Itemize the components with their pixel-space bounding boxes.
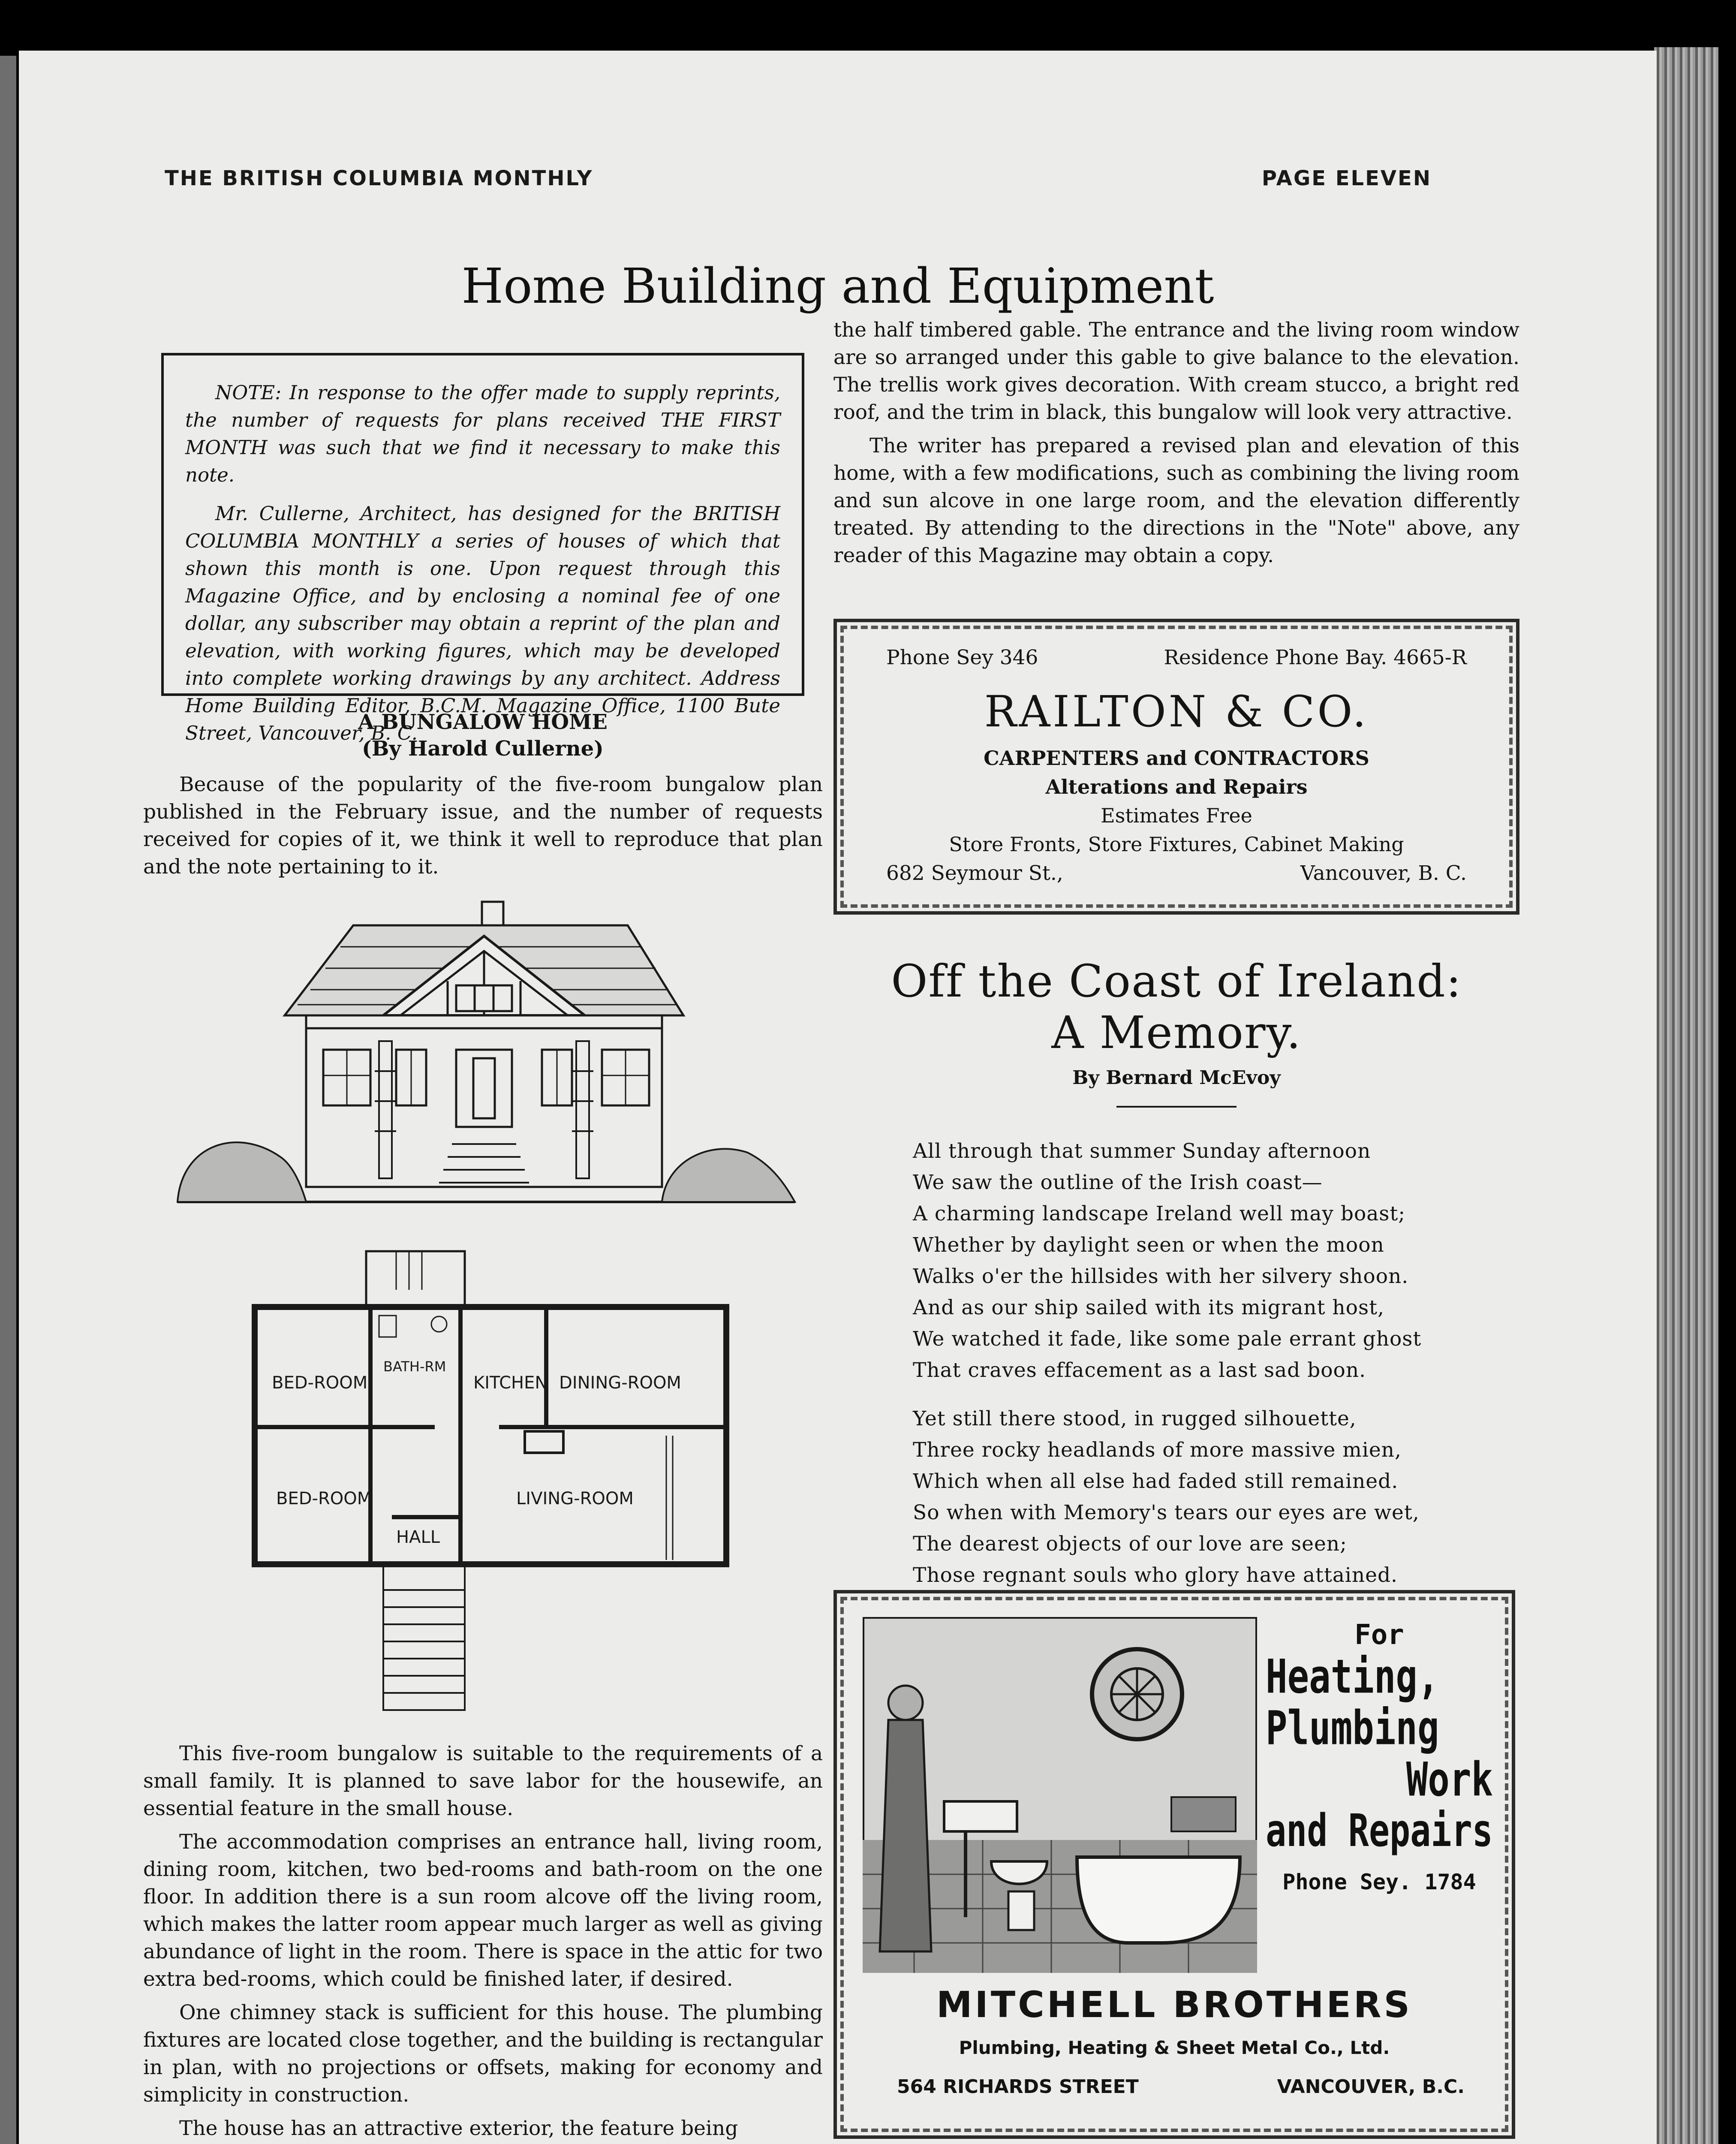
poem-line: That craves effacement as a last sad boon. [913, 1358, 1366, 1382]
article-body-right [833, 316, 1519, 569]
page-edges [1654, 47, 1718, 2144]
plan-label-hall: HALL [396, 1527, 440, 1547]
mitchell-slogan [1266, 1619, 1493, 1894]
mitchell-street: 564 RICHARDS STREET [897, 2076, 1139, 2098]
poem-line: Whether by daylight seen or when the moon [913, 1233, 1384, 1257]
railton-line-1: CARPENTERS and CONTRACTORS [984, 747, 1369, 770]
bathroom-illustration [863, 1617, 1257, 1973]
mitchell-company: Plumbing, Heating & Sheet Metal Co., Ltd. [959, 2037, 1390, 2058]
plan-label-bath-room: BATH-RM [383, 1358, 446, 1375]
poem-byline: By Bernard McEvoy [1072, 1067, 1281, 1089]
poem-divider [1116, 1106, 1237, 1108]
article-paragraph: The accommodation comprises an entrance hall, living room, dining room, kitchen, two bed-rooms and bath-room on the one floor. In addition there is a sun room alcove off the living room, which makes the latter room appear much larger as well as giving abundance of light in the room. There is space in the attic for two extra bed-rooms, which could be finished later, if desired. [143, 1830, 823, 1991]
mitchell-heating: Heating, [1266, 1649, 1439, 1704]
running-head-left: THE BRITISH COLUMBIA MONTHLY [165, 166, 593, 190]
poem-line: Yet still there stood, in rugged silhouette, [913, 1407, 1357, 1430]
article-intro-block [143, 771, 823, 881]
poem-title-line-2: A Memory. [1051, 1006, 1302, 1059]
railton-line-3: Estimates Free [1101, 804, 1252, 827]
magazine-page [19, 51, 1657, 2144]
poem-heading [833, 955, 1519, 1108]
poem-body [913, 1135, 1421, 1591]
note-paragraph: Mr. Cullerne, Architect, has designed for the BRITISH COLUMBIA MONTHLY a series of houses of which that shown this month is one. Upon request through this Magazine Office, and by enclosing a nominal fee of one dollar, any subscriber may obtain a reprint of the plan and elevation, with working figures, which may be developed into complete working drawings by any architect. Address Home Building Editor, B.C.M. Magazine Office, 1100 Bute Street, Vancouver, B. C. [185, 502, 780, 744]
mitchell-city: VANCOUVER, B.C. [1277, 2076, 1465, 2098]
article-heading: A BUNGALOW HOME [358, 710, 608, 734]
article-paragraph: This five-room bungalow is suitable to the requirements of a small family. It is planned to save labor for the housewife, an essential feature in the small house. [143, 1742, 823, 1820]
poem-stanza-2 [913, 1403, 1421, 1591]
article-paragraph: the half timbered gable. The entrance and the living room window are so arranged under this gable to give balance to the elevation. The trellis work gives decoration. With cream stucco, a bright red roof, and the trim in black, this bungalow will look very attractive. [833, 318, 1519, 424]
note-paragraph: NOTE: In response to the offer made to supply reprints, the number of requests for plans received THE FIRST MONTH was such that we find it necessary to make this note. [185, 381, 780, 486]
poem-line: And as our ship sailed with its migrant host, [913, 1296, 1384, 1319]
railton-ad [833, 619, 1519, 915]
poem-stanza-1 [913, 1135, 1421, 1386]
railton-name: RAILTON & CO. [984, 687, 1369, 737]
poem-line: So when with Memory's tears our eyes are wet, [913, 1501, 1420, 1524]
poem-line: We saw the outline of the Irish coast— [913, 1171, 1323, 1194]
poem-line: Those regnant souls who glory have attained. [913, 1563, 1398, 1587]
poem-line: All through that summer Sunday afternoon [913, 1139, 1371, 1163]
poem-line: We watched it fade, like some pale errant ghost [913, 1327, 1422, 1351]
bungalow-floor-plan [220, 1243, 778, 1731]
article-paragraph: The writer has prepared a revised plan and elevation of this home, with a few modifications, such as combining the living room and sun alcove in one large room, and the elevation differently treated. By attending to the directions in the "Note" above, any reader of this Magazine may obtain a copy. [833, 434, 1519, 567]
mitchell-plumbing: Plumbing [1266, 1701, 1439, 1756]
poem-title-line-1: Off the Coast of Ireland: [891, 955, 1462, 1007]
mitchell-repairs: and Repairs [1266, 1804, 1493, 1857]
poem-line: Which when all else had faded still remained. [913, 1469, 1399, 1493]
poem-line: Walks o'er the hillsides with her silvery shoon. [913, 1265, 1409, 1288]
book-spine [0, 56, 16, 2144]
mitchell-phone: Phone Sey. 1784 [1282, 1870, 1476, 1894]
poem-line: A charming landscape Ireland well may boast; [913, 1202, 1406, 1226]
railton-phone: Phone Sey 346 [886, 646, 1038, 669]
article-heading-block [161, 709, 804, 762]
plan-label-living-room: LIVING-ROOM [516, 1489, 634, 1509]
poem-line: The dearest objects of our love are seen; [913, 1532, 1347, 1556]
bungalow-elevation-drawing [152, 887, 821, 1247]
article-body-left [143, 1740, 823, 2142]
railton-line-2: Alterations and Repairs [1045, 775, 1308, 798]
railton-residence-phone: Residence Phone Bay. 4665-R [1164, 646, 1467, 669]
plan-label-bed-room-2: BED-ROOM [276, 1489, 372, 1509]
poem-line: Three rocky headlands of more massive mien, [913, 1438, 1402, 1462]
page-title: Home Building and Equipment [461, 259, 1214, 314]
mitchell-for: For [1354, 1619, 1404, 1651]
article-paragraph: One chimney stack is sufficient for this house. The plumbing fixtures are located close together, and the building is rectangular in plan, with no projections or offsets, making for economy and simplicity in construction. [143, 2001, 823, 2107]
article-intro: Because of the popularity of the five-room bungalow plan published in the February issue, and the number of requests received for copies of it, we think it well to reproduce that plan and the note pertaining to it. [143, 773, 823, 879]
railton-address: 682 Seymour St., [886, 861, 1063, 885]
running-head-right: PAGE ELEVEN [1261, 166, 1432, 190]
railton-line-4: Store Fronts, Store Fixtures, Cabinet Making [949, 833, 1404, 856]
plan-label-kitchen: KITCHEN [473, 1373, 548, 1393]
article-byline: (By Harold Cullerne) [362, 737, 604, 761]
mitchell-brothers-ad [833, 1590, 1515, 2139]
railton-city: Vancouver, B. C. [1300, 861, 1467, 885]
mitchell-name: MITCHELL BROTHERS [936, 1984, 1413, 2026]
plan-label-bed-room-1: BED-ROOM [272, 1373, 368, 1393]
mitchell-work: Work [1406, 1752, 1493, 1807]
plan-label-dining-room: DINING-ROOM [559, 1373, 681, 1393]
article-paragraph: The house has an attractive exterior, the feature being [179, 2117, 738, 2140]
